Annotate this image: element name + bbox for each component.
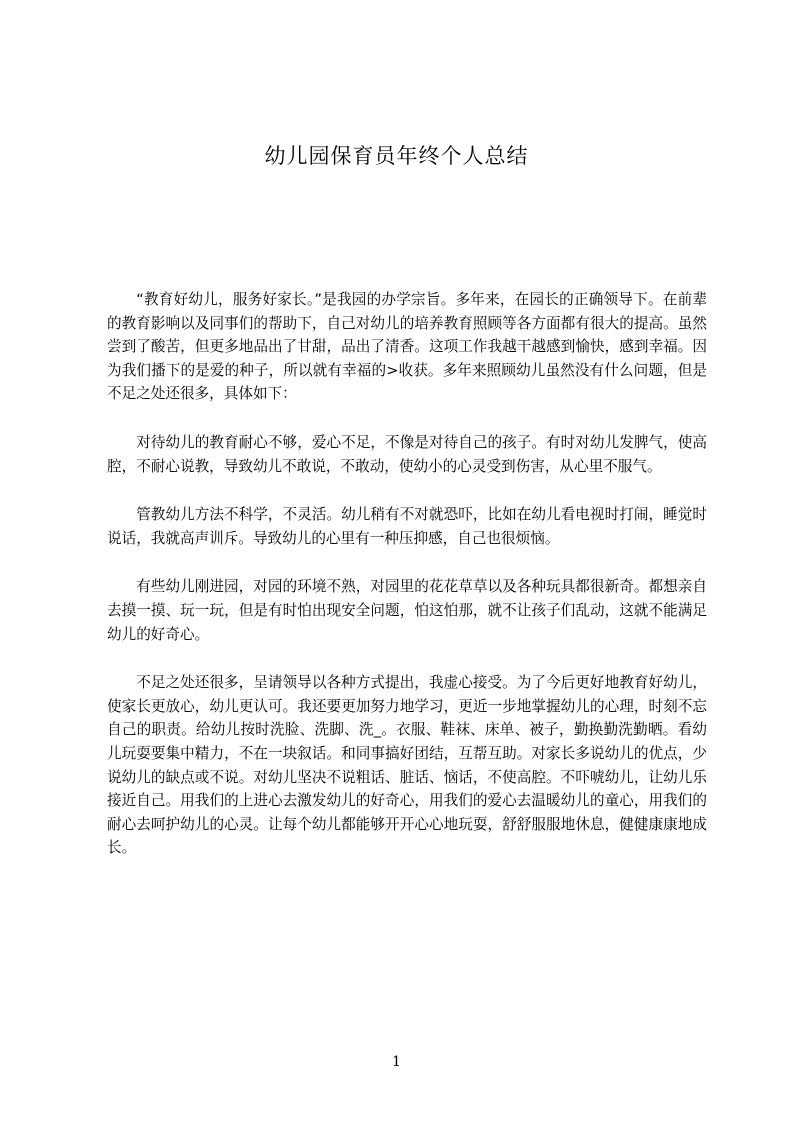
paragraph-intro: “教育好幼儿，服务好家长。”是我园的办学宗旨。多年来，在园长的正确领导下。在前辈的教育影响以及同事们的帮助下，自己对幼儿的培养教育照顾等各方面都有很大的提高。虽然尝到了酸苦，但更多地品出了甘甜，品出了清香。这项工作我越干越感到愉快，感到幸福。因为我们播下的是爱的种子，所以就有幸福的>收获。多年来照顾幼儿虽然没有什么问题，但是不足之处还很多，具体如下： — [107, 291, 707, 403]
paragraph-curiosity: 有些幼儿刚进园，对园的环境不熟，对园里的花花草草以及各种玩具都很新奇。都想亲自去摸一摸、玩一玩，但是有时怕出现安全问题，怕这怕那，就不让孩子们乱动，这就不能满足幼儿的好奇心。 — [107, 578, 707, 643]
paragraph-improvement: 不足之处还很多，呈请领导以各种方式提出，我虚心接受。为了今后更好地教育好幼儿，使家长更放心，幼儿更认可。我还要更加努力地学习，更近一步地掌握幼儿的心理，时刻不忘自己的职责。给幼儿按时洗脸、洗脚、洗_。衣服、鞋袜、床单、被子，勤换勤洗勤晒。看幼儿玩耍要集中精力，不在一块叙话。和同事搞好团结，互帮互助。对家长多说幼儿的优点，少说幼儿的缺点或不说。对幼儿坚决不说粗话、脏话、恼话，不使高腔。不吓唬幼儿，让幼儿乐接近自己。用我们的上进心去激发幼儿的好奇心，用我们的爱心去温暖幼儿的童心，用我们的耐心去呵护幼儿的心灵。让每个幼儿都能够开开心心地玩耍，舒舒服服地休息，健健康康地成长。 — [107, 674, 707, 857]
document-body — [107, 288, 707, 885]
paragraph-patience: 对待幼儿的教育耐心不够，爱心不足，不像是对待自己的孩子。有时对幼儿发脾气，使高腔，不耐心说教，导致幼儿不敢说，不敢动，使幼小的心灵受到伤害，从心里不服气。 — [107, 433, 707, 475]
page-number: 1 — [392, 1054, 401, 1070]
document-title: 幼儿园保育员年终个人总结 — [264, 144, 529, 168]
paragraph-methods: 管教幼儿方法不科学，不灵活。幼儿稍有不对就恐吓，比如在幼儿看电视时打闹，睡觉时说话，我就高声训斥。导致幼儿的心里有一种压抑感，自己也很烦恼。 — [107, 506, 707, 547]
